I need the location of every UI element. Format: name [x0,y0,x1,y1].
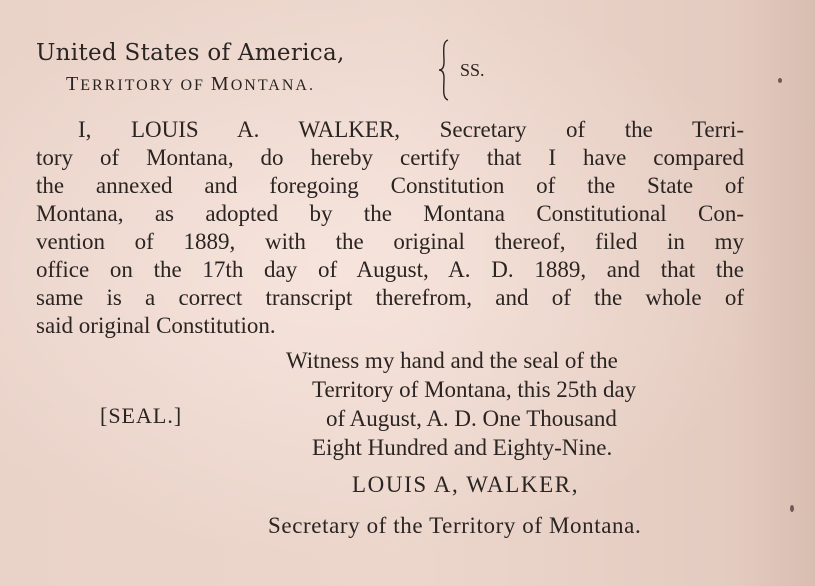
signatory-title: Secretary of the Territory of Montana. [268,513,642,538]
paragraph-line: tory of Montana, do hereby certify that I have compared [36,145,744,170]
witness-clause [286,346,746,462]
certification-paragraph [36,116,744,340]
paper-speck [778,78,782,83]
witness-line: Territory of Montana, this 25th day [312,377,637,402]
paragraph-line: Montana, as adopted by the Montana Constitutional Con- [36,201,744,226]
signatory-name: LOUIS A, WALKER, [352,472,580,497]
paragraph-line: the annexed and foregoing Constitution of the State of [36,173,744,198]
heading-territory-initial: T [66,73,81,95]
heading-country: United States of America, [36,40,345,66]
witness-line: Eight Hundred and Eighty-Nine. [312,435,613,460]
witness-line: of August, A. D. One Thousand [326,406,617,431]
heading-montana-initial: M [210,73,231,95]
paper-speck [790,505,794,512]
scilicet-abbrev: SS. [460,60,485,80]
paragraph-line: vention of 1889, with the original thereof, filed in my [36,229,744,254]
paragraph-line: I, LOUIS A. WALKER, Secretary of the Terri- [78,117,744,142]
seal-mark: [SEAL.] [100,403,183,428]
curly-brace-icon [438,38,452,102]
paragraph-line: same is a correct transcript therefrom, and of the whole of [36,285,744,310]
heading-montana-rest: ONTANA. [230,77,315,94]
heading-territory-rest: ERRITORY OF [80,77,211,94]
paragraph-line: said original Constitution. [36,313,276,338]
paragraph-line: office on the 17th day of August, A. D. 1889, and that the [36,257,744,282]
witness-line: Witness my hand and the seal of the [286,348,618,373]
heading-territory [66,73,315,96]
